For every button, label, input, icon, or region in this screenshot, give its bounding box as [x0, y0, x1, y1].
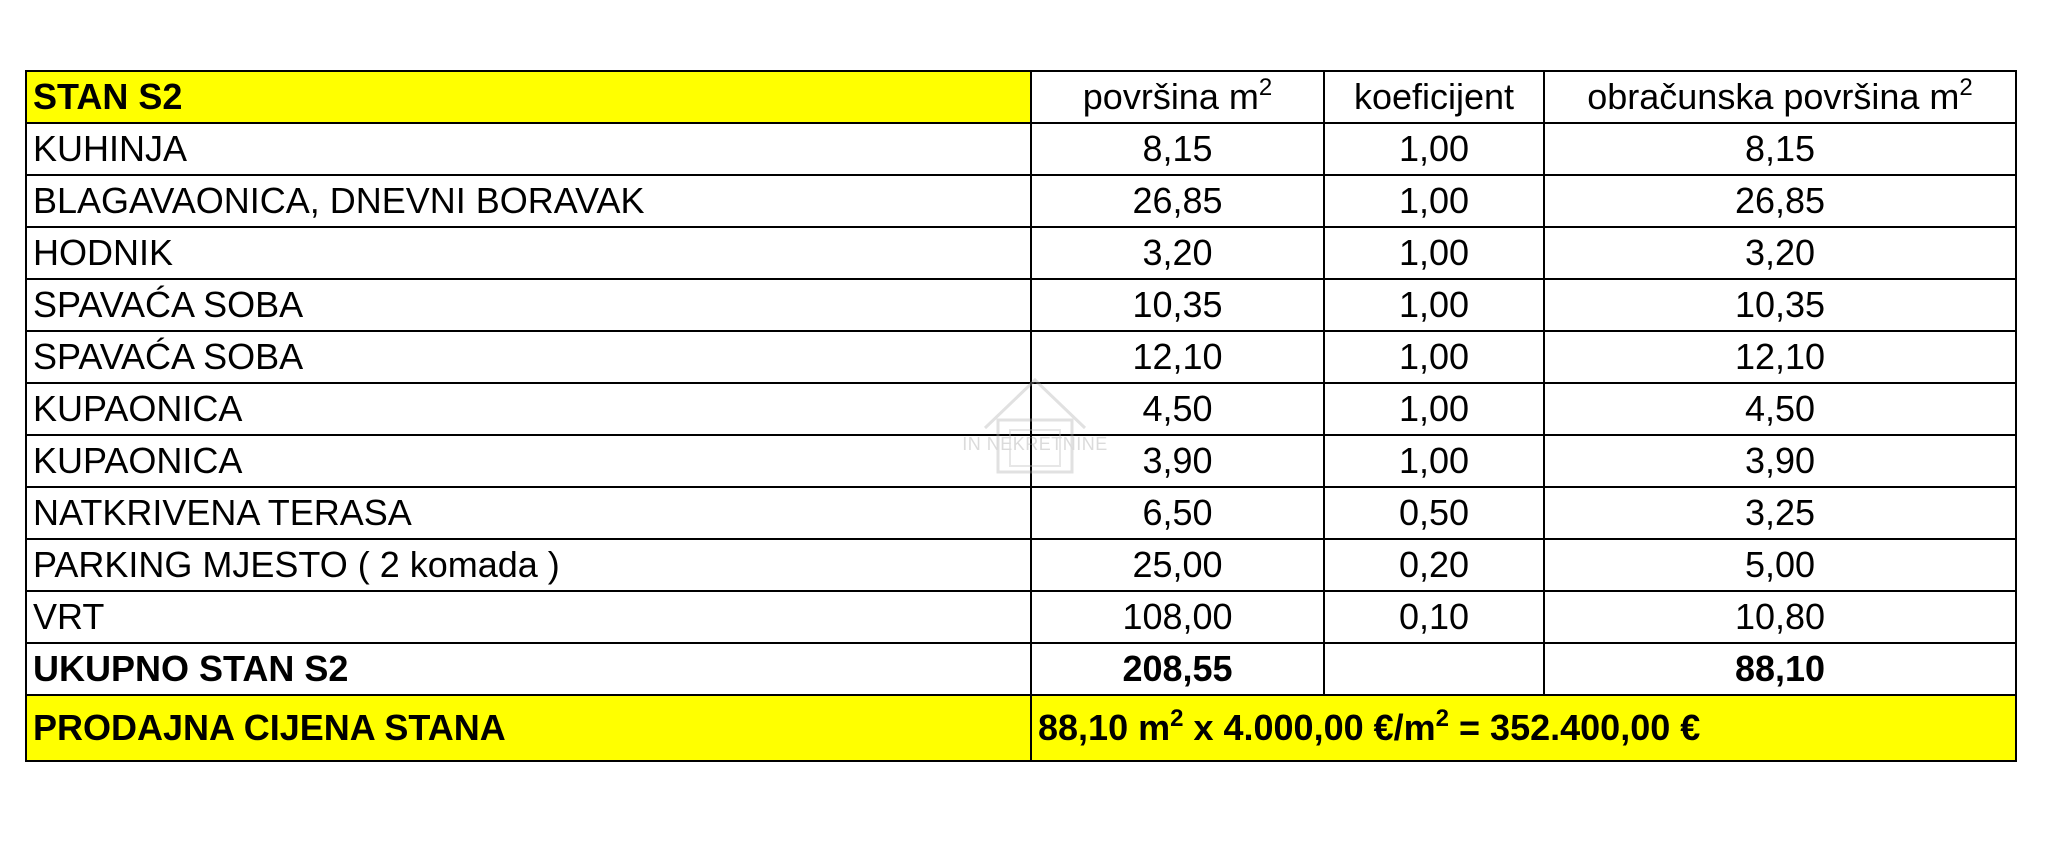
column-header-area: površina $m^2$	[1031, 71, 1324, 123]
table-row	[26, 175, 2016, 227]
table-row	[26, 331, 2016, 383]
total-area: 208,55	[1031, 643, 1324, 695]
room-calculated-area: 3,25	[1544, 487, 2016, 539]
room-calculated-area: 3,20	[1544, 227, 2016, 279]
price-label: PRODAJNA CIJENA STANA	[26, 695, 1031, 761]
room-calculated-area: 12,10	[1544, 331, 2016, 383]
room-name: KUHINJA	[26, 123, 1031, 175]
room-area: 12,10	[1031, 331, 1324, 383]
room-name: KUPAONICA	[26, 383, 1031, 435]
table-row	[26, 487, 2016, 539]
room-coefficient: 1,00	[1324, 123, 1544, 175]
room-area: 25,00	[1031, 539, 1324, 591]
table-row	[26, 279, 2016, 331]
table-row	[26, 123, 2016, 175]
table-row	[26, 435, 2016, 487]
room-calculated-area: 8,15	[1544, 123, 2016, 175]
total-coefficient	[1324, 643, 1544, 695]
room-coefficient: 1,00	[1324, 279, 1544, 331]
room-coefficient: 0,20	[1324, 539, 1544, 591]
room-name: VRT	[26, 591, 1031, 643]
room-name: HODNIK	[26, 227, 1031, 279]
room-calculated-area: 4,50	[1544, 383, 2016, 435]
price-row	[26, 695, 2016, 761]
room-name: NATKRIVENA TERASA	[26, 487, 1031, 539]
header-row	[26, 71, 2016, 123]
room-calculated-area: 5,00	[1544, 539, 2016, 591]
room-area: 26,85	[1031, 175, 1324, 227]
room-name: PARKING MJESTO ( 2 komada )	[26, 539, 1031, 591]
room-area: 8,15	[1031, 123, 1324, 175]
table-row	[26, 383, 2016, 435]
room-area: 3,90	[1031, 435, 1324, 487]
room-calculated-area: 26,85	[1544, 175, 2016, 227]
watermark-text: IN NEKRETNINE	[962, 434, 1108, 454]
room-area: 6,50	[1031, 487, 1324, 539]
room-coefficient: 0,50	[1324, 487, 1544, 539]
room-coefficient: 1,00	[1324, 331, 1544, 383]
room-coefficient: 1,00	[1324, 227, 1544, 279]
room-coefficient: 1,00	[1324, 383, 1544, 435]
table-row	[26, 227, 2016, 279]
total-label: UKUPNO STAN S2	[26, 643, 1031, 695]
apartment-title: STAN S2	[26, 71, 1031, 123]
room-name: KUPAONICA	[26, 435, 1031, 487]
table-row	[26, 539, 2016, 591]
room-coefficient: 1,00	[1324, 435, 1544, 487]
room-area: 3,20	[1031, 227, 1324, 279]
room-calculated-area: 10,35	[1544, 279, 2016, 331]
room-area: 10,35	[1031, 279, 1324, 331]
room-name: BLAGAVAONICA, DNEVNI BORAVAK	[26, 175, 1031, 227]
room-calculated-area: 3,90	[1544, 435, 2016, 487]
room-area: 4,50	[1031, 383, 1324, 435]
column-header-coefficient: koeficijent	[1324, 71, 1544, 123]
room-coefficient: 0,10	[1324, 591, 1544, 643]
room-area: 108,00	[1031, 591, 1324, 643]
room-name: SPAVAĆA SOBA	[26, 279, 1031, 331]
price-calculation: 88,10 $m^2$ x 4.000,00 $€/m^2 = 352.400,00$ €	[1031, 695, 2016, 761]
apartment-area-table	[25, 70, 2017, 762]
room-calculated-area: 10,80	[1544, 591, 2016, 643]
room-name: SPAVAĆA SOBA	[26, 331, 1031, 383]
total-row	[26, 643, 2016, 695]
table-row	[26, 591, 2016, 643]
total-calculated-area: 88,10	[1544, 643, 2016, 695]
column-header-calculated-area: obračunska površina $m^2$	[1544, 71, 2016, 123]
room-coefficient: 1,00	[1324, 175, 1544, 227]
